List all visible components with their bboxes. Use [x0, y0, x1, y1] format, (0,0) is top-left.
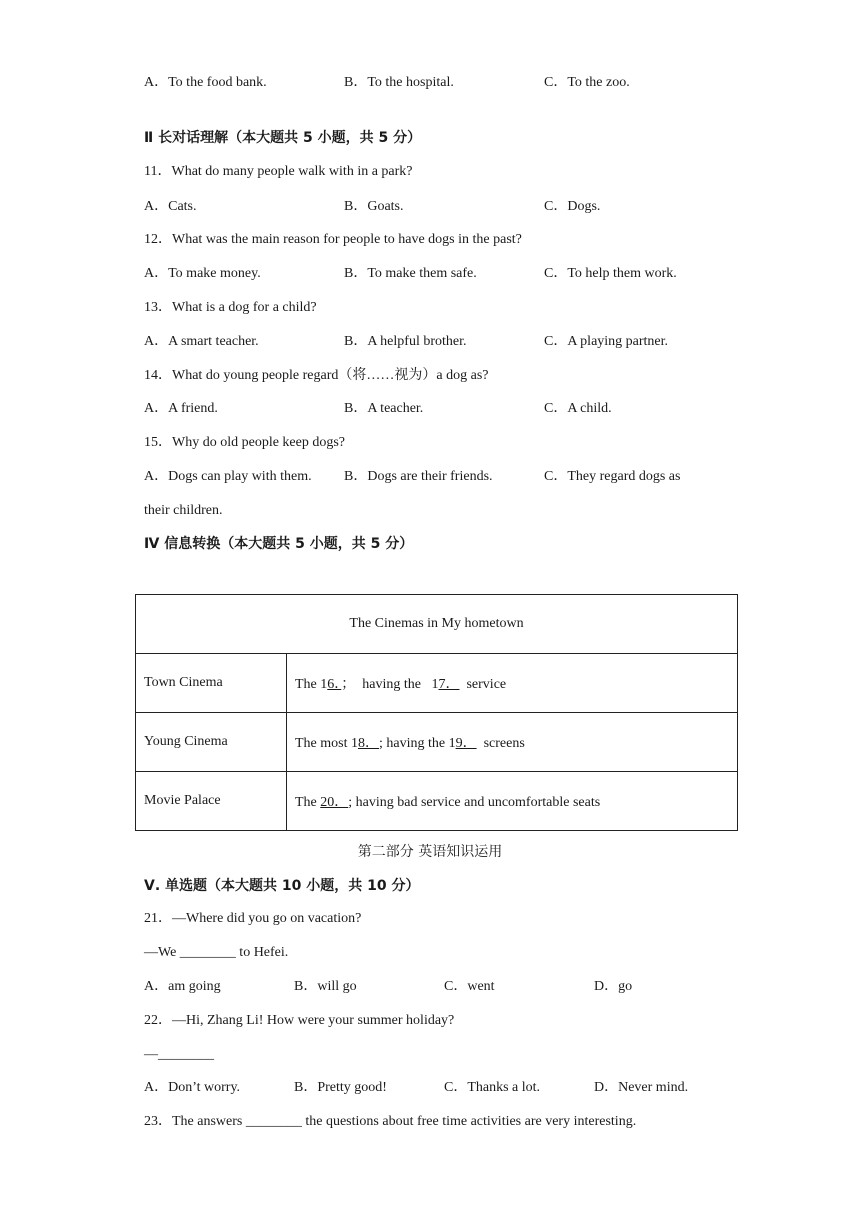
section-title-long-dialogue: Ⅱ 长对话理解（本大题共 5 小题，共 5 分）: [144, 130, 422, 146]
q15-option-c: C．They regard dogs as: [544, 469, 681, 484]
q15-option-a: A．Dogs can play with them.: [144, 469, 312, 484]
q12-option-c: C．To help them work.: [544, 266, 677, 281]
cinema-name: Town Cinema: [136, 654, 287, 713]
q10-option-c: C．To the zoo.: [544, 75, 630, 90]
q14-stem: 14．What do young people regard（将……视为）a dog as?: [144, 368, 489, 383]
q22-option-a: A．Don’t worry.: [144, 1080, 241, 1095]
q12-option-b: B．To make them safe.: [344, 266, 477, 281]
q10-option-a: A．To the food bank.: [144, 75, 267, 90]
q11-option-c: C．Dogs.: [544, 199, 601, 214]
cinema-description: The 16．； having the 17． service: [287, 654, 738, 713]
q15-option-c-continued: their children.: [144, 503, 223, 518]
q14-option-b: B．A teacher.: [344, 401, 424, 416]
table-row: [136, 713, 738, 772]
q13-stem: 13．What is a dog for a child?: [144, 300, 317, 315]
q11-option-b: B．Goats.: [344, 199, 404, 214]
q21-option-b: B．will go: [294, 979, 357, 994]
blank-18: 8．: [358, 736, 379, 751]
section-title-single-choice: Ⅴ. 单选题（本大题共 10 小题，共 10 分）: [144, 878, 420, 894]
table-row: [136, 772, 738, 831]
q21-line2: —We ________ to Hefei.: [144, 945, 289, 960]
q23-stem: 23．The answers ________ the questions about free time activities are very interesting.: [144, 1114, 637, 1129]
q13-option-b: B．A helpful brother.: [344, 334, 467, 349]
q10-option-b: B．To the hospital.: [344, 75, 454, 90]
blank-20: 20．: [320, 795, 349, 810]
part-two-title: 第二部分 英语知识运用: [357, 844, 503, 860]
q11-stem: 11．What do many people walk with in a park?: [144, 164, 413, 179]
q22-option-b: B．Pretty good!: [294, 1080, 387, 1095]
q15-option-b: B．Dogs are their friends.: [344, 469, 493, 484]
q11-option-a: A．Cats.: [144, 199, 197, 214]
blank-16: 6．: [327, 677, 342, 692]
q21-option-a: A．am going: [144, 979, 221, 994]
q15-stem: 15．Why do old people keep dogs?: [144, 435, 346, 450]
cinema-description: The 20．; having bad service and uncomfortable seats: [287, 772, 738, 831]
q22-option-d: D．Never mind.: [594, 1080, 689, 1095]
blank-19: 9．: [455, 736, 477, 751]
q14-option-a: A．A friend.: [144, 401, 218, 416]
table-title-row: [136, 595, 738, 654]
q22-line2: —________: [144, 1047, 214, 1062]
q21-option-c: C．went: [444, 979, 495, 994]
section-title-info-transfer: Ⅳ 信息转换（本大题共 5 小题，共 5 分）: [144, 536, 414, 552]
cinema-description: The most 18．; having the 19． screens: [287, 713, 738, 772]
q13-option-c: C．A playing partner.: [544, 334, 669, 349]
q13-option-a: A．A smart teacher.: [144, 334, 259, 349]
q22-stem: 22．—Hi, Zhang Li! How were your summer holiday?: [144, 1013, 455, 1028]
q21-stem: 21．—Where did you go on vacation?: [144, 911, 362, 926]
q21-option-d: D．go: [594, 979, 633, 994]
cinema-name: Young Cinema: [136, 713, 287, 772]
q22-option-c: C．Thanks a lot.: [444, 1080, 541, 1095]
table-row: [136, 654, 738, 713]
q12-option-a: A．To make money.: [144, 266, 261, 281]
blank-17: 7．: [438, 677, 460, 692]
cinema-name: Movie Palace: [136, 772, 287, 831]
q14-option-c: C．A child.: [544, 401, 612, 416]
q12-stem: 12．What was the main reason for people to have dogs in the past?: [144, 232, 522, 247]
cinema-info-table: [135, 594, 738, 831]
table-title: The Cinemas in My hometown: [136, 595, 738, 654]
